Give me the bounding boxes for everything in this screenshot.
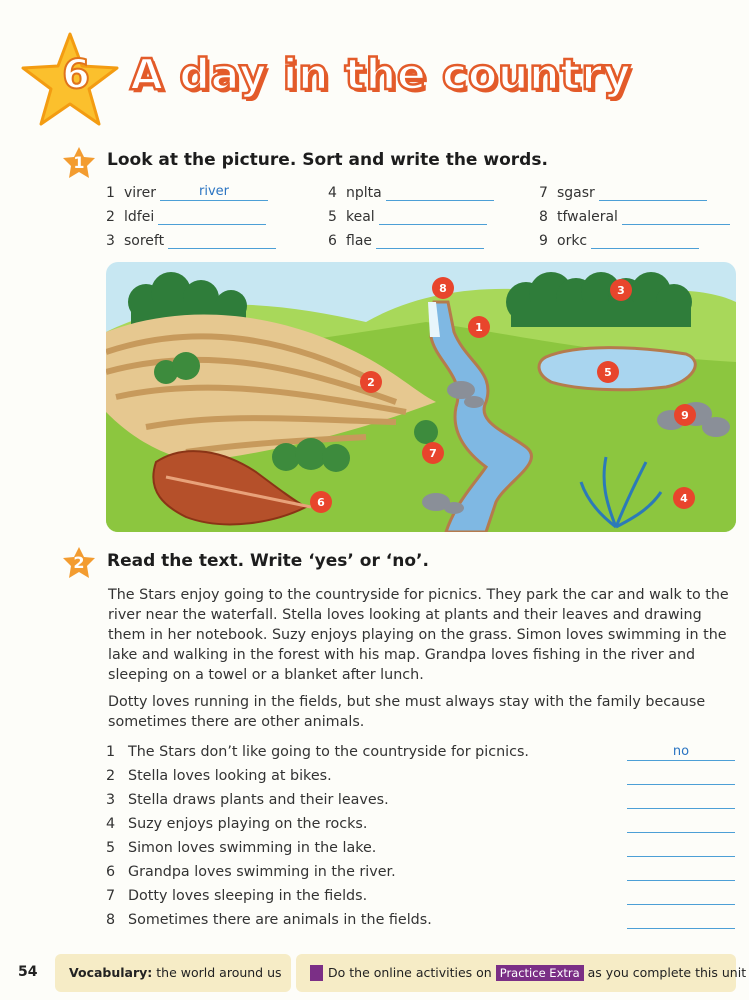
svg-text:3: 3 <box>617 284 625 297</box>
answer-field[interactable] <box>627 864 735 881</box>
marker-7 <box>422 442 444 464</box>
svg-text:7: 7 <box>429 447 437 460</box>
answer-field[interactable] <box>622 208 730 225</box>
word-item: 4 nplta <box>328 184 494 201</box>
question-item: 8 Sometimes there are animals in the fields. <box>106 912 432 928</box>
answer-field[interactable] <box>627 840 735 857</box>
answer-field[interactable] <box>379 208 487 225</box>
question-item: 2 Stella loves looking at bikes. <box>106 768 332 784</box>
marker-1 <box>468 316 490 338</box>
reading-text-paragraph-1: The Stars enjoy going to the countryside for picnics. They park the car and walk to the river near the waterfall. Stella loves looking at plants and their leaves and drawing them in her notebook. Suzy enjoys playing on the grass. Simon loves swimming in the lake and walking in the forest with his map. Grandpa loves fishing in the river and sleeping on a towel or a blanket after lunch. <box>108 587 729 683</box>
word-item: 7 sgasr <box>539 184 707 201</box>
exercise-2-badge: 2 <box>62 546 96 580</box>
marker-3 <box>610 279 632 301</box>
word-item: 9 orkc <box>539 232 699 249</box>
answer-field[interactable] <box>158 208 266 225</box>
vocab-topic: the world around us <box>152 965 282 980</box>
svg-text:5: 5 <box>604 366 612 379</box>
answer-field[interactable] <box>627 768 735 785</box>
answer-field[interactable]: river <box>160 184 268 201</box>
word-item: 5 keal <box>328 208 487 225</box>
page-number: 54 <box>18 964 38 980</box>
question-item: 5 Simon loves swimming in the lake. <box>106 840 377 856</box>
word-item: 3 soreft <box>106 232 276 249</box>
answer-field[interactable] <box>599 184 707 201</box>
answer-field[interactable] <box>627 888 735 905</box>
word-item: 8 tfwaleral <box>539 208 730 225</box>
answer-field[interactable] <box>627 792 735 809</box>
answer-field[interactable] <box>386 184 494 201</box>
answer-field[interactable] <box>168 232 276 249</box>
countryside-illustration <box>106 262 736 532</box>
question-item: 6 Grandpa loves swimming in the river. <box>106 864 396 880</box>
vocab-label: Vocabulary: <box>69 965 153 980</box>
reading-text-paragraph-2: Dotty loves running in the fields, but she must always stay with the family because sometimes there are other animals. <box>108 694 706 730</box>
question-item: 1 The Stars don’t like going to the countryside for picnics. <box>106 744 529 760</box>
word-item: 6 flae <box>328 232 484 249</box>
unit-number: 6 <box>62 52 90 98</box>
svg-text:6: 6 <box>317 496 325 509</box>
exercise-1-instruction: Look at the picture. Sort and write the words. <box>107 150 548 170</box>
svg-text:2: 2 <box>367 376 375 389</box>
practice-extra-link[interactable]: Practice Extra <box>496 965 584 981</box>
svg-text:9: 9 <box>681 409 689 422</box>
marker-5 <box>597 361 619 383</box>
marker-8 <box>432 277 454 299</box>
marker-9 <box>674 404 696 426</box>
word-item: 2 ldfei <box>106 208 266 225</box>
exercise-1-badge: 1 <box>62 146 96 180</box>
svg-text:1: 1 <box>475 321 483 334</box>
practice-extra-icon <box>310 965 323 981</box>
vocabulary-box <box>55 954 291 992</box>
question-item: 3 Stella draws plants and their leaves. <box>106 792 389 808</box>
marker-2 <box>360 371 382 393</box>
marker-6 <box>310 491 332 513</box>
practice-extra-box: Do the online activities on Practice Extra as you complete this unit <box>296 954 736 992</box>
answer-field[interactable] <box>591 232 699 249</box>
exercise-2-instruction: Read the text. Write ‘yes’ or ‘no’. <box>107 551 429 571</box>
answer-field[interactable] <box>627 912 735 929</box>
marker-4 <box>673 487 695 509</box>
question-item: 4 Suzy enjoys playing on the rocks. <box>106 816 368 832</box>
answer-field[interactable]: no <box>627 744 735 761</box>
answer-field[interactable] <box>376 232 484 249</box>
answer-field[interactable] <box>627 816 735 833</box>
page-title: A day in the country <box>130 50 632 100</box>
word-item: 1 virer river <box>106 184 268 201</box>
question-item: 7 Dotty loves sleeping in the fields. <box>106 888 368 904</box>
svg-text:8: 8 <box>439 282 447 295</box>
svg-text:4: 4 <box>680 492 688 505</box>
